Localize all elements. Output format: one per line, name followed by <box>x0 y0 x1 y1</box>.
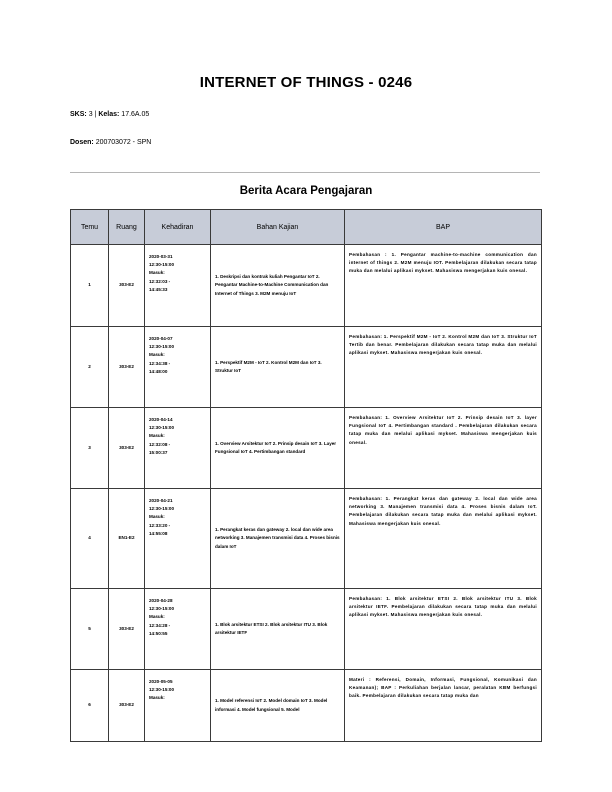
ruang-cell: 303-E2 <box>109 408 145 489</box>
header-bap: BAP <box>345 210 542 245</box>
bahan-kajian-cell: 1. Model referensi IoT 2. Model domain IoT 3. Model informasi 4. Model fungsional 5. Model <box>211 670 345 742</box>
temu-cell: 5 <box>71 589 109 670</box>
temu-cell: 6 <box>71 670 109 742</box>
table-header-row <box>71 210 542 245</box>
kehadiran-in-time: 12:32:08 - <box>149 441 171 447</box>
ruang-cell: EN1-E2 <box>109 489 145 589</box>
kehadiran-out-time: 14:48:00 <box>149 368 168 374</box>
temu-cell: 4 <box>71 489 109 589</box>
bahan-kajian-cell: 1. Perangkat keras dan gateway 2. local dan wide area networking 3. Manajemen transmisi data 4. Proses bisnis dalam IoT <box>211 489 345 589</box>
bahan-kajian-cell: 1. Overview Arsitektur IoT 2. Prinsip desain IoT 3. Layer Fungsional IoT 4. Pertimbangan standard <box>211 408 345 489</box>
kehadiran-schedule: 12:30-15:00 <box>149 606 175 612</box>
temu-cell: 2 <box>71 327 109 408</box>
dosen-label: Dosen: <box>70 139 94 146</box>
course-title: INTERNET OF THINGS - 0246 <box>199 74 413 91</box>
kehadiran-schedule: 12:30-15:00 <box>149 687 175 693</box>
kehadiran-schedule: 12:30-15:00 <box>149 344 175 350</box>
kehadiran-date: 2020-04-28 <box>149 598 173 603</box>
bap-cell: Pembahasan: 1. Perangkat keras dan gateway 2. local dan wide area networking 3. Manajemen transmisi data 4. Proses bisnis dalam IoT. Pembelajaran dilakukan secara tatap muka dan melalui aplikasi mykset. Mahasiswa mengerjakan kuis onesal. <box>345 489 542 589</box>
kehadiran-cell <box>145 589 211 670</box>
header-kehadiran: Kehadiran <box>145 210 211 245</box>
ruang-cell: 303-E2 <box>109 589 145 670</box>
kehadiran-date: 2020-03-31 <box>149 254 173 259</box>
table-row <box>71 408 542 489</box>
header-ruang: Ruang <box>109 210 145 245</box>
temu-cell: 1 <box>71 245 109 327</box>
sks-value: 3 <box>88 111 93 118</box>
ruang-cell: 303-E2 <box>109 245 145 327</box>
kehadiran-cell <box>145 327 211 408</box>
kehadiran-schedule: 12:30-15:00 <box>149 506 175 512</box>
kehadiran-out-time: 14:45:33 <box>149 286 168 292</box>
table-row <box>71 245 542 327</box>
kehadiran-date: 2020-05-05 <box>149 679 173 684</box>
kehadiran-masuk-label: Masuk: <box>149 270 165 276</box>
sks-label: SKS: <box>70 111 87 118</box>
ruang-cell: 303-E2 <box>109 327 145 408</box>
kehadiran-masuk-label: Masuk: <box>149 614 165 620</box>
kelas-value: 17.6A.05 <box>121 111 150 118</box>
bahan-kajian-cell: 1. Blok arsitektur ETSI 2. Blok arsitektur ITU 3. Blok arsitektur IETF <box>211 589 345 670</box>
temu-cell: 3 <box>71 408 109 489</box>
ruang-cell: 303-E2 <box>109 670 145 742</box>
table-row <box>71 489 542 589</box>
bap-table <box>70 209 542 742</box>
kehadiran-out-time: 15:00:37 <box>149 449 168 455</box>
bap-cell: Materi : Referensi, Domain, Informasi, Fungsional, Komunikasi dan Keamanan); BAP : Perkuliahan berjalan lancar, peralatan KBM berfungsi baik. Pembelajaran dilakukan secara tatap muka dan <box>345 670 542 742</box>
kehadiran-masuk-label: Masuk: <box>149 695 165 701</box>
kehadiran-masuk-label: Masuk: <box>149 352 165 358</box>
meta-separator: | <box>94 111 97 118</box>
kehadiran-masuk-label: Masuk: <box>149 433 165 439</box>
kehadiran-in-time: 12:34:28 - <box>149 622 171 628</box>
kehadiran-cell <box>145 489 211 589</box>
header-temu: Temu <box>71 210 109 245</box>
kehadiran-masuk-label: Masuk: <box>149 514 165 520</box>
kehadiran-schedule: 12:30-15:00 <box>149 262 175 268</box>
table-row <box>71 589 542 670</box>
bap-cell: Pembahasan : 1. Pengantar machine-to-machine communication dan internet of things 2. M2M menuju IOT. Pembelajaran dilakukan secara tatap muka dan melalui aplikasi mykset. Mahasiswa mengerjakan kuis onesal. <box>345 245 542 327</box>
dosen-value: 200703072 - SPN <box>95 139 152 146</box>
kehadiran-date: 2020-04-21 <box>149 498 173 503</box>
kehadiran-in-time: 12:32:03 - <box>149 278 171 284</box>
kehadiran-out-time: 14:50:55 <box>149 630 168 636</box>
course-meta-dosen <box>70 139 151 146</box>
kehadiran-schedule: 12:30-15:00 <box>149 425 175 431</box>
bap-cell: Pembahasan: 1. Overview Arsitektur IoT 2. Prinsip desain IoT 3. layer Fungsional IoT 4. Pertimbangan standard . Pembelajaran dilakukan secara tatap muka dan melalui aplikasi mykset. Mahasiswa mengerjakan kuis onesal. <box>345 408 542 489</box>
bap-cell: Pembahasan: 1. Blok arsitektur ETSI 2. Blok arsitektur ITU 3. Blok arsitektur IETF. Pembelajaran dilakukan secara tatap muka dan melalui aplikasi mykset. Mahasiswa mengerjakan kuis onesal. <box>345 589 542 670</box>
course-meta-sks-kelas <box>70 111 149 118</box>
table-row <box>71 327 542 408</box>
kehadiran-cell <box>145 670 211 742</box>
kehadiran-in-time: 12:34:38 - <box>149 360 171 366</box>
kehadiran-date: 2020-04-07 <box>149 336 173 341</box>
kehadiran-out-time: 14:55:08 <box>149 530 168 536</box>
kehadiran-in-time: 12:33:20 - <box>149 522 171 528</box>
divider <box>70 172 540 173</box>
kehadiran-cell <box>145 245 211 327</box>
kehadiran-date: 2020-04-14 <box>149 417 173 422</box>
bahan-kajian-cell: 1. Perspektif M2M - IoT 2. Kontrol M2M dan IoT 3. Struktur IoT <box>211 327 345 408</box>
kehadiran-cell <box>145 408 211 489</box>
table-row <box>71 670 542 742</box>
header-bahan-kajian: Bahan Kajian <box>211 210 345 245</box>
bap-cell: Pembahasan: 1. Perspektif M2M - IoT 2. Kontrol M2M dan IoT 3. Struktur IoT Tertib dan benar. Pembelajaran dilakukan secara tatap muka dan melalui aplikasi mykset. Mahasiswa mengerjakan kuis onesal. <box>345 327 542 408</box>
bahan-kajian-cell: 1. Deskripsi dan kontrak kuliah Pengantar IoT 2. Pengantar Machine-to-Machine Communication dan Internet of Things 3. M2M menuju IoT <box>211 245 345 327</box>
section-title: Berita Acara Pengajaran <box>239 185 373 197</box>
kelas-label: Kelas: <box>98 111 120 118</box>
